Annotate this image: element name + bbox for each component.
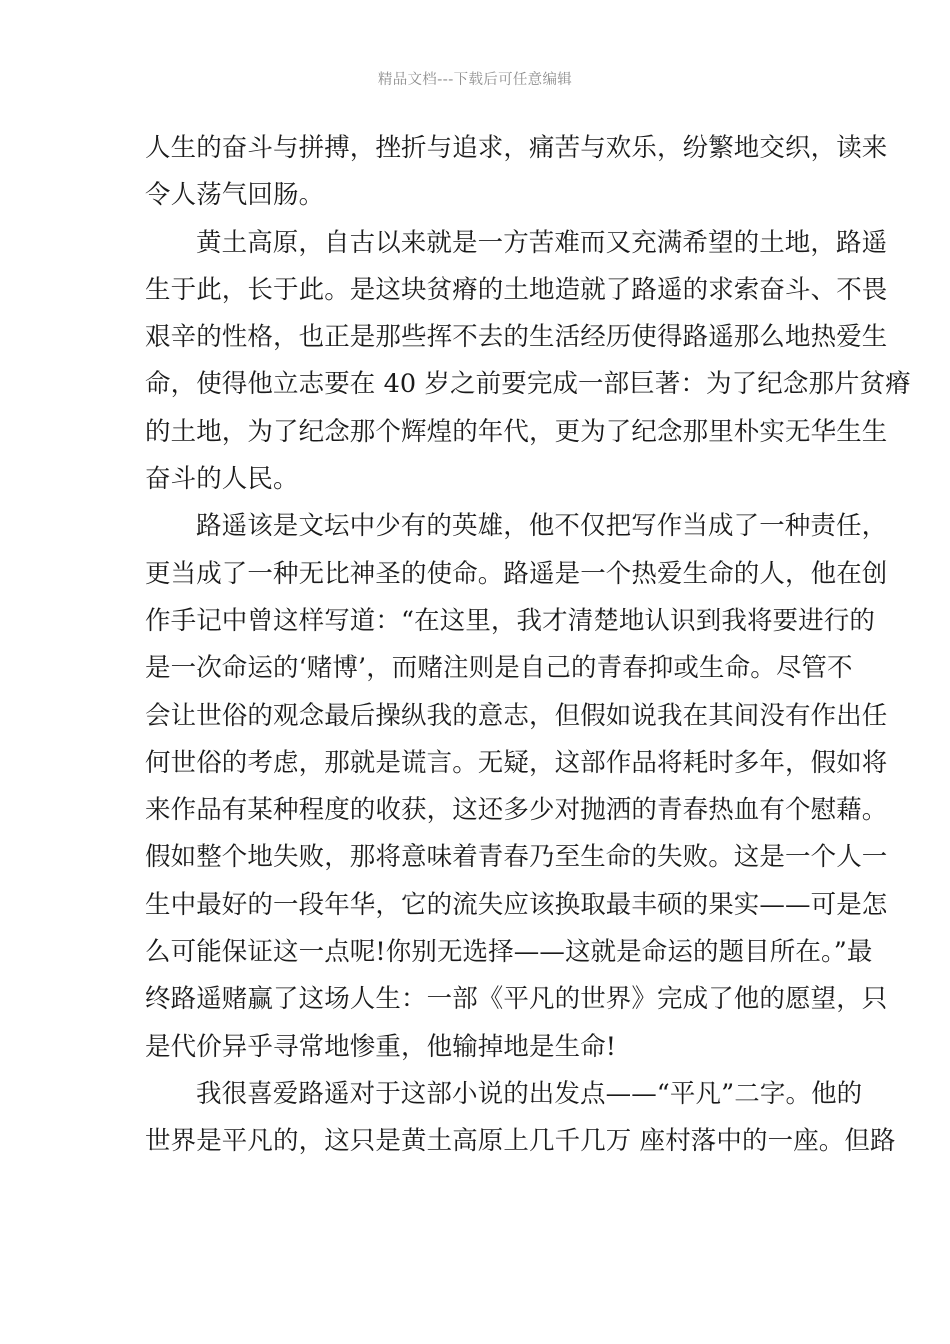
text-line: 的土地，为了纪念那个辉煌的年代，更为了纪念那里朴实无华生生 [145,416,888,447]
text-line: 奋斗的人民。 [145,464,299,495]
text-line: 路遥该是文坛中少有的英雄，他不仅把写作当成了一种责任， [196,511,888,542]
text-line: 何世俗的考虑，那就是谎言。无疑，这部作品将耗时多年，假如将 [145,747,888,778]
text-line: 终路遥赌赢了这场人生：一部《平凡的世界》完成了他的愿望，只 [145,984,888,1015]
text-line: 命，使得他立志要在 40 岁之前要完成一部巨著：为了纪念那片贫瘠 [145,369,911,400]
text-line: 假如整个地失败，那将意味着青春乃至生命的失败。这是一个人一 [145,842,888,873]
paragraph-2 [145,220,911,504]
document-header-watermark: 精品文档---下载后可任意编辑 [377,72,573,88]
text-line: 令人荡气回肠。 [145,180,325,211]
text-line: 作手记中曾这样写道：“在这里，我才清楚地认识到我将要进行的 [145,605,875,636]
text-line: 是代价异乎寻常地惨重，他输掉地是生命! [145,1031,617,1062]
text-line: 人生的奋斗与拼搏，挫折与追求，痛苦与欢乐，纷繁地交织，读来 [145,133,888,163]
text-line: 黄土高原，自古以来就是一方苦难而又充满希望的土地，路遥 [196,227,888,258]
text-line: 艰辛的性格，也正是那些挥不去的生活经历使得路遥那么地热爱生 [145,322,888,353]
text-line: 更当成了一种无比神圣的使命。路遥是一个热爱生命的人，他在创 [145,558,888,589]
text-line: 会让世俗的观念最后操纵我的意志，但假如说我在其间没有作出任 [145,700,888,731]
text-line: 我很喜爱路遥对于这部小说的出发点——“平凡”二字。他的 [196,1078,863,1109]
text-line: 么可能保证这一点呢!你别无选择——这就是命运的题目所在。”最 [145,937,873,968]
document-body [145,125,911,1166]
text-line: 是一次命运的‘赌博’，而赌注则是自己的青春抑或生命。尽管不 [145,653,853,684]
text-line: 生中最好的一段年华，它的流失应该换取最丰硕的果实——可是怎 [145,889,888,920]
text-line: 世界是平凡的，这只是黄土高原上几千几万 座村落中的一座。但路 [145,1126,896,1157]
paragraph-1 [145,125,888,220]
text-line: 生于此，长于此。是这块贫瘠的土地造就了路遥的求索奋斗、不畏 [145,274,888,305]
text-line: 来作品有某种程度的收获，这还多少对抛洒的青春热血有个慰藉。 [145,795,888,826]
paragraph-4 [145,1071,896,1166]
paragraph-3 [145,503,888,1071]
